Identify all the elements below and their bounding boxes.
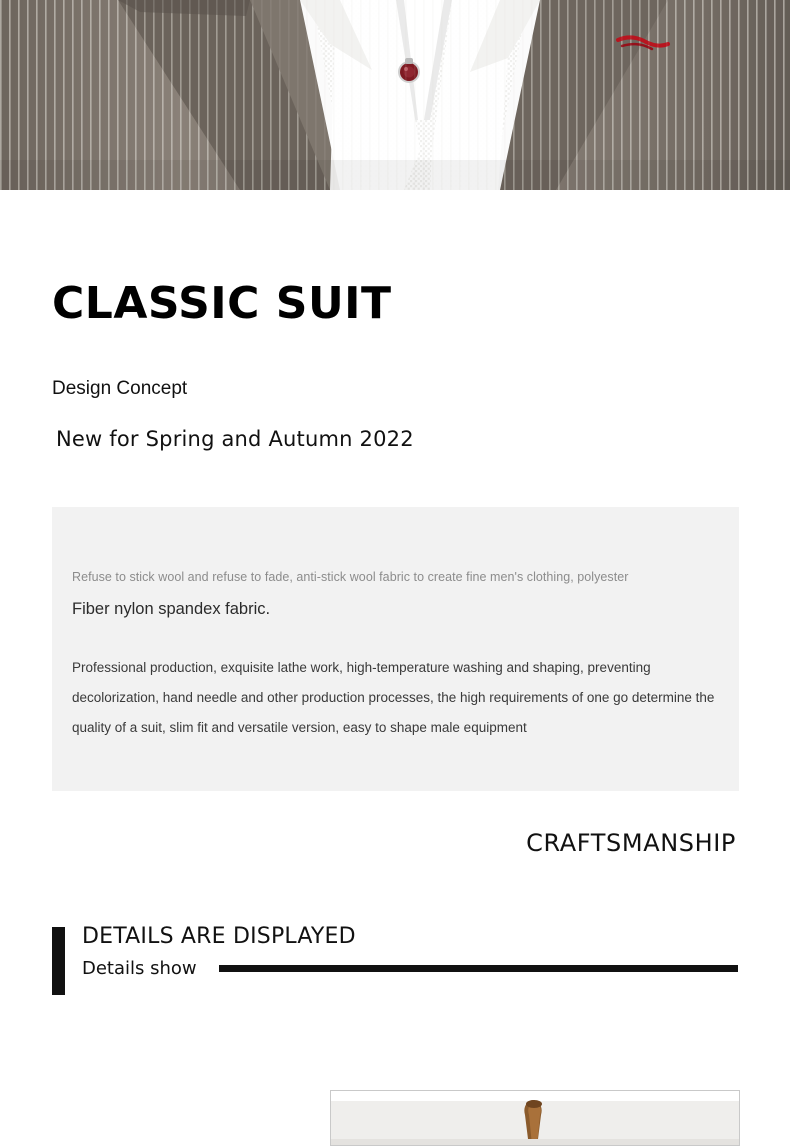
details-heading-group xyxy=(65,925,738,979)
details-accent-bar xyxy=(52,927,65,995)
page-title: CLASSIC SUIT xyxy=(52,278,392,329)
season-tagline: New for Spring and Autumn 2022 xyxy=(56,427,414,451)
details-heading-row xyxy=(82,949,738,979)
hero-image xyxy=(0,0,790,190)
details-rule xyxy=(219,965,738,972)
craftsmanship-label: CRAFTSMANSHIP xyxy=(526,828,736,857)
document-content xyxy=(0,190,790,995)
design-concept-label: Design Concept xyxy=(52,378,188,399)
hero-illustration xyxy=(0,0,790,190)
panel-body-text: Professional production, exquisite lathe work, high-temperature washing and shaping, preventing decolorization, hand needle and other production processes, the high requirements of one go determine the quality of a suit, slim fit and versatile version, easy to shape male equipment xyxy=(72,659,715,735)
details-section-header xyxy=(52,857,738,995)
details-heading-cn: Details show xyxy=(82,958,197,980)
details-heading-en: DETAILS ARE DISPLAYED xyxy=(82,923,356,949)
description-panel xyxy=(52,507,739,791)
panel-lead-text: Refuse to stick wool and refuse to fade, anti-stick wool fabric to create fine men's clothing, polyester xyxy=(72,570,629,584)
panel-fabric-text: Fiber nylon spandex fabric. xyxy=(72,599,271,618)
